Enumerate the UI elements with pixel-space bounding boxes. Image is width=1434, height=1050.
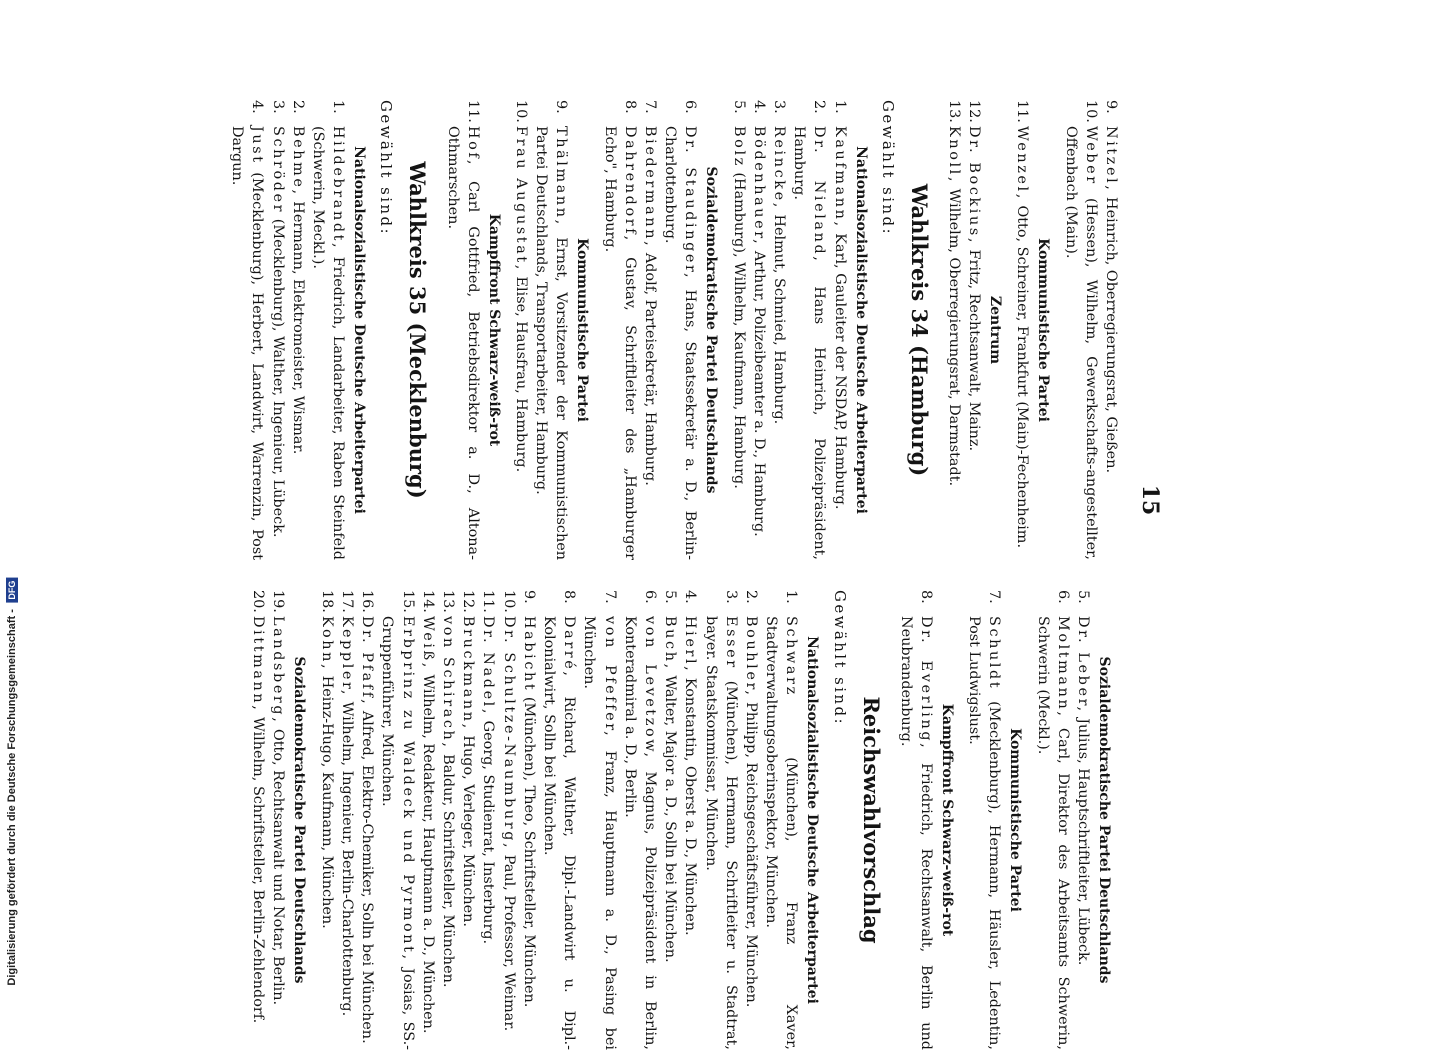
entry-number: 13.: [439, 590, 456, 613]
candidate-entry: [478, 590, 498, 1050]
entry-number: 6.: [1054, 590, 1071, 604]
candidate-entry: [964, 590, 1004, 1050]
candidate-details: Wilhelm, Schriftsteller, Berlin-Zehlendorf.: [250, 712, 267, 1024]
candidate-details: Wilhelm, Ingenieur, Berlin-Charlottenburg.: [338, 697, 355, 1017]
candidate-name: von Levetzow,: [641, 616, 658, 760]
candidate-details: Richard, Walther, Dipl.-Landwirt u. Dipl.-Kolonialwirt, Solln bei München.: [540, 616, 578, 1050]
candidate-name: Weiß,: [419, 616, 436, 670]
candidate-name: von Schirach,: [439, 616, 456, 750]
candidate-details: Carl Gottfried, Betriebsdirektor a. D., Altona-Othmarschen.: [444, 126, 481, 560]
candidate-details: Hermann, Elektromeister, Wismar.: [289, 196, 306, 455]
entry-number: 7.: [601, 590, 618, 604]
candidate-name: Esser: [722, 616, 739, 670]
candidate-name: Hierl,: [682, 616, 699, 674]
entry-number: 4.: [682, 590, 699, 604]
candidate-entry: [579, 590, 619, 1050]
candidate-name: Dr. Staudinger,: [682, 126, 699, 281]
candidate-name: Kohn,: [318, 616, 335, 672]
entry-number: 3.: [722, 590, 739, 604]
entry-number: 5.: [730, 100, 747, 114]
entry-number: 11.: [1014, 100, 1031, 123]
candidate-details: Georg, Studienrat, Insterburg.: [480, 716, 497, 945]
entry-number: 2.: [811, 100, 828, 114]
candidate-name: Biedermann,: [641, 126, 658, 249]
entry-number: 5.: [1075, 590, 1091, 604]
candidate-details: (Hessen), Wilhelm, Gewerkschafts-angestellter, Offenbach (Main).: [1062, 126, 1099, 560]
candidate-name: Wenzel,: [1014, 126, 1031, 201]
entry-number: 1.: [831, 100, 848, 114]
candidate-details: Heinz-Hugo, Kaufmann, München.: [318, 671, 335, 929]
candidate-name: Reincke,: [770, 126, 787, 210]
candidate-details: (München), Theo, Schriftsteller, München.: [520, 692, 537, 1008]
candidate-name: Dr. Leber,: [1075, 616, 1091, 714]
elected-label: Gewählt sind:: [830, 590, 849, 726]
candidate-name: Habicht: [520, 616, 537, 693]
candidate-entry: [357, 590, 377, 1050]
candidate-entry: [377, 590, 417, 1050]
candidate-details: Friedrich, Rechtsanwalt, Berlin und Neubrandenburg.: [897, 616, 934, 1050]
candidate-entry: [267, 100, 287, 560]
candidate-entry: [599, 100, 639, 560]
entry-number: 5.: [662, 590, 679, 604]
entry-number: 7.: [641, 100, 658, 114]
district-heading: Reichswahlvorschlag: [858, 696, 884, 944]
left-column: [227, 100, 1121, 560]
entry-number: 12.: [966, 100, 983, 123]
entry-number: 14.: [419, 590, 436, 613]
candidate-details: Paul, Professor, Weimar.: [500, 850, 517, 1032]
candidate-name: Bouhler,: [742, 616, 759, 698]
candidate-name: Dr. Pfaff,: [359, 616, 376, 707]
entry-number: 8.: [917, 590, 934, 604]
candidate-entry: [511, 100, 531, 560]
candidate-details: Magnus, Polizeipräsident in Berlin, Konteradmiral a. D., Berlin.: [621, 616, 658, 1050]
candidate-details: (Mecklenburg), Walther, Ingenieur, Lübeck.: [269, 214, 286, 538]
candidate-details: Konstantin, Oberst a. D., München.: [682, 673, 699, 936]
entry-number: 10.: [1082, 100, 1099, 123]
page-number: 15: [1137, 484, 1163, 516]
party-heading: Kommunistische Partei: [1035, 238, 1052, 422]
candidate-name: Buch,: [662, 616, 679, 671]
party-heading: Sozialdemokratische Partei Deutschlands: [703, 166, 720, 494]
district-heading: Wahlkreis 35 (Mecklenburg): [405, 161, 431, 499]
candidate-entry: [761, 590, 801, 1050]
candidate-details: Josias, SS.-Gruppenführer, München.: [379, 616, 416, 1050]
candidate-name: Darré,: [561, 616, 578, 679]
candidate-details: Walter, Major a. D., Solln bei München.: [662, 670, 679, 963]
candidate-entry: [741, 590, 761, 1050]
candidate-name: Hof,: [464, 126, 481, 168]
candidate-entry: [896, 590, 936, 1050]
candidate-entry: [539, 590, 579, 1050]
entry-number: 19.: [270, 590, 287, 613]
candidate-entry: [227, 100, 267, 560]
entry-number: 3.: [770, 100, 787, 114]
candidate-name: Knoll,: [945, 126, 962, 185]
candidate-entry: [769, 100, 789, 560]
digitization-footer: [6, 578, 18, 986]
candidate-entry: [660, 590, 680, 1050]
candidate-entry: [1012, 100, 1032, 560]
candidate-name: Kaufmann,: [831, 126, 848, 229]
party-heading: Nationalsozialistische Deutsche Arbeiterpartei: [804, 636, 821, 1004]
candidate-details: Gustav, Schriftleiter des „Hamburger Echo", Hamburg.: [601, 126, 638, 560]
candidate-name: Dr. Nadel,: [480, 616, 497, 717]
candidate-name: Dr. Everling,: [917, 616, 934, 751]
candidate-entry: [728, 100, 748, 560]
candidate-entry: [964, 100, 984, 560]
candidate-name: Dr. Bockius,: [966, 126, 983, 246]
candidate-name: Dr. Schultze-Naumburg,: [500, 616, 517, 851]
candidate-details: Otto, Rechtsanwalt und Notar, Berlin.: [270, 724, 287, 1006]
candidate-details: Otto, Schreiner, Frankfurt (Main)-Fechenheim.: [1014, 200, 1031, 549]
candidate-details: Julius, Hauptschriftleiter, Lübeck.: [1075, 713, 1091, 966]
entry-number: 10.: [500, 590, 517, 613]
candidate-name: von Pfeffer,: [601, 616, 618, 739]
candidate-entry: [680, 590, 700, 1050]
candidate-details: Baldur, Schriftsteller, München.: [439, 749, 456, 988]
party-heading: Nationalsozialistische Deutsche Arbeiterpartei: [351, 146, 368, 514]
candidate-entry: [749, 100, 769, 560]
candidate-entry: [308, 100, 348, 560]
candidate-name: Schröder: [269, 126, 286, 215]
candidate-name: Erbprinz zu Waldeck und Pyrmont,: [399, 616, 416, 962]
candidate-entry: [1032, 590, 1072, 1050]
candidate-name: Just: [249, 126, 266, 165]
candidate-details: Carl, Direktor des Arbeitsamts Schwerin, Schwerin (Meckl.).: [1034, 616, 1071, 1050]
entry-number: 4.: [249, 100, 266, 114]
candidate-entry: [337, 590, 357, 1050]
candidate-details: Hugo, Verleger, München.: [460, 730, 477, 927]
candidate-name: Dahrendorf,: [621, 126, 638, 243]
candidate-entry: [531, 100, 571, 560]
candidate-name: Moltmann,: [1054, 616, 1071, 719]
entry-number: 20.: [250, 590, 267, 613]
entry-number: 2.: [289, 100, 306, 114]
candidate-name: Landsberg,: [270, 616, 287, 725]
entry-number: 16.: [359, 590, 376, 613]
candidate-name: Bolz: [730, 126, 747, 168]
candidate-entry: [789, 100, 829, 560]
candidate-details: (München), Hermann, Schriftleiter u. Stadtrat, bayer. Staatskommissar, München.: [702, 616, 739, 1050]
party-heading: Kampffront Schwarz-weiß-rot: [938, 703, 955, 937]
candidate-details: Wilhelm, Redakteur, Hauptmann a. D., München.: [419, 669, 436, 1034]
candidate-details: Hans Heinrich, Polizeipräsident, Hamburg.: [791, 126, 828, 560]
party-heading: Sozialdemokratische Partei Deutschlands: [291, 656, 308, 984]
candidate-entry: [442, 100, 482, 560]
candidate-entry: [288, 100, 308, 560]
entry-number: 2.: [742, 590, 759, 604]
candidate-details: Ernst, Vorsitzender der Kommunistischen Partei Deutschlands, Transportarbeiter, Hamburg.: [533, 126, 570, 560]
candidate-entry: [498, 590, 518, 1050]
district-heading: Wahlkreis 34 (Hamburg): [906, 183, 932, 477]
entry-number: 1.: [330, 100, 347, 114]
elected-label: Gewählt sind:: [878, 100, 897, 236]
candidate-details: Elise, Hausfrau, Hamburg.: [512, 271, 529, 473]
candidate-name: Dr. Nieland,: [811, 126, 828, 264]
entry-number: 17.: [338, 590, 355, 613]
candidate-details: (Hamburg), Wilhelm, Kaufmann, Hamburg.: [730, 167, 747, 489]
footer-text: Digitalisierung gefördert durch die Deutsche Forschungsgemeinschaft -: [6, 609, 18, 986]
candidate-details: (München), Franz Xaver, Stadtverwaltungsoberinspektor, München.: [763, 616, 800, 1050]
candidate-name: Hildebrandt,: [330, 126, 347, 251]
candidate-details: Alfred, Elektro-Chemiker, Solln bei München.: [359, 706, 376, 1044]
entry-number: 10.: [512, 100, 529, 123]
candidate-details: Wilhelm, Oberregierungsrat, Darmstadt.: [945, 184, 962, 487]
party-heading: Kommunistische Partei: [574, 238, 591, 422]
candidate-details: Karl, Gauleiter der NSDAP, Hamburg.: [831, 228, 848, 510]
candidate-details: Fritz, Rechtsanwalt, Mainz.: [966, 245, 983, 452]
entry-number: 15.: [399, 590, 416, 613]
candidate-name: Thälmann,: [553, 126, 570, 227]
candidate-entry: [1060, 100, 1100, 560]
candidate-details: Arthur, Polizeibeamter a. D., Hamburg.: [750, 246, 767, 537]
candidate-details: Helmut, Schmied, Hamburg.: [770, 209, 787, 425]
candidate-entry: [418, 590, 438, 1050]
right-column: [248, 590, 1121, 1050]
party-heading: Sozialdemokratische Partei Deutschlands: [1096, 656, 1112, 984]
candidate-name: Frau Augustat,: [512, 126, 529, 272]
candidate-name: Bruckmann,: [460, 616, 477, 731]
candidate-entry: [1101, 100, 1121, 560]
candidate-details: (Mecklenburg), Hermann, Häusler, Ledentin, Post Ludwigslust.: [966, 616, 1003, 1050]
candidate-entry: [660, 100, 700, 560]
candidate-details: Friedrich, Landarbeiter, Raben Steinfeld (Schwerin, Meckl.).: [309, 126, 347, 560]
candidate-name: Keppler,: [338, 616, 355, 698]
entry-number: 3.: [269, 100, 286, 114]
entry-number: 13.: [945, 100, 962, 123]
party-heading: Nationalsozialistische Deutsche Arbeiterpartei: [852, 146, 869, 514]
candidate-details: Franz, Hauptmann a. D., Pasing bei München.: [581, 616, 618, 1050]
candidate-name: Behme,: [289, 126, 306, 197]
candidate-entry: [620, 590, 660, 1050]
candidate-entry: [640, 100, 660, 560]
candidate-name: Bödenhauer,: [750, 126, 767, 247]
candidate-name: Schwarz: [783, 616, 800, 697]
candidate-entry: [317, 590, 337, 1050]
candidate-entry: [944, 100, 964, 560]
candidate-name: Weber: [1082, 126, 1099, 186]
entry-number: 1.: [783, 590, 800, 604]
rotated-page: [117, 0, 1217, 1050]
candidate-entry: [458, 590, 478, 1050]
dfg-logo: DFG: [6, 578, 18, 603]
candidate-details: Adolf, Parteisekretär, Hamburg.: [641, 248, 658, 486]
entry-number: 6.: [641, 590, 658, 604]
candidate-name: Schuldt: [986, 616, 1003, 691]
entry-number: 8.: [561, 590, 578, 604]
candidate-details: Heinrich, Oberregierungsrat, Gießen.: [1103, 192, 1119, 474]
elected-label: Gewählt sind:: [377, 100, 396, 236]
candidate-details: Philipp, Reichsgeschäftsführer, München.: [742, 697, 759, 1008]
candidate-name: Dittmann,: [250, 616, 267, 713]
entry-number: 11.: [464, 100, 481, 123]
entry-number: 9.: [1103, 100, 1119, 114]
party-heading: Zentrum: [987, 295, 1004, 365]
entry-number: 8.: [621, 100, 638, 114]
candidate-entry: [700, 590, 740, 1050]
candidate-entry: [438, 590, 458, 1050]
candidate-entry: [519, 590, 539, 1050]
entry-number: 18.: [318, 590, 335, 613]
candidate-entry: [1073, 590, 1093, 1050]
candidate-entry: [248, 590, 268, 1050]
entry-number: 9.: [520, 590, 537, 604]
party-heading: Kommunistische Partei: [1007, 728, 1024, 912]
entry-number: 4.: [750, 100, 767, 114]
candidate-name: Nitzel,: [1103, 126, 1119, 193]
entry-number: 9.: [553, 100, 570, 114]
entry-number: 11.: [480, 590, 497, 613]
candidate-entry: [829, 100, 849, 560]
candidate-details: (Mecklenburg), Herbert, Landwirt, Warrenzin, Post Dargun.: [229, 126, 266, 560]
candidate-entry: [268, 590, 288, 1050]
entry-number: 12.: [460, 590, 477, 613]
candidate-details: Hans, Staatssekretär a. D., Berlin-Charlottenburg.: [662, 126, 699, 561]
party-heading: Kampffront Schwarz-weiß-rot: [485, 213, 502, 447]
entry-number: 6.: [682, 100, 699, 114]
entry-number: 7.: [986, 590, 1003, 604]
